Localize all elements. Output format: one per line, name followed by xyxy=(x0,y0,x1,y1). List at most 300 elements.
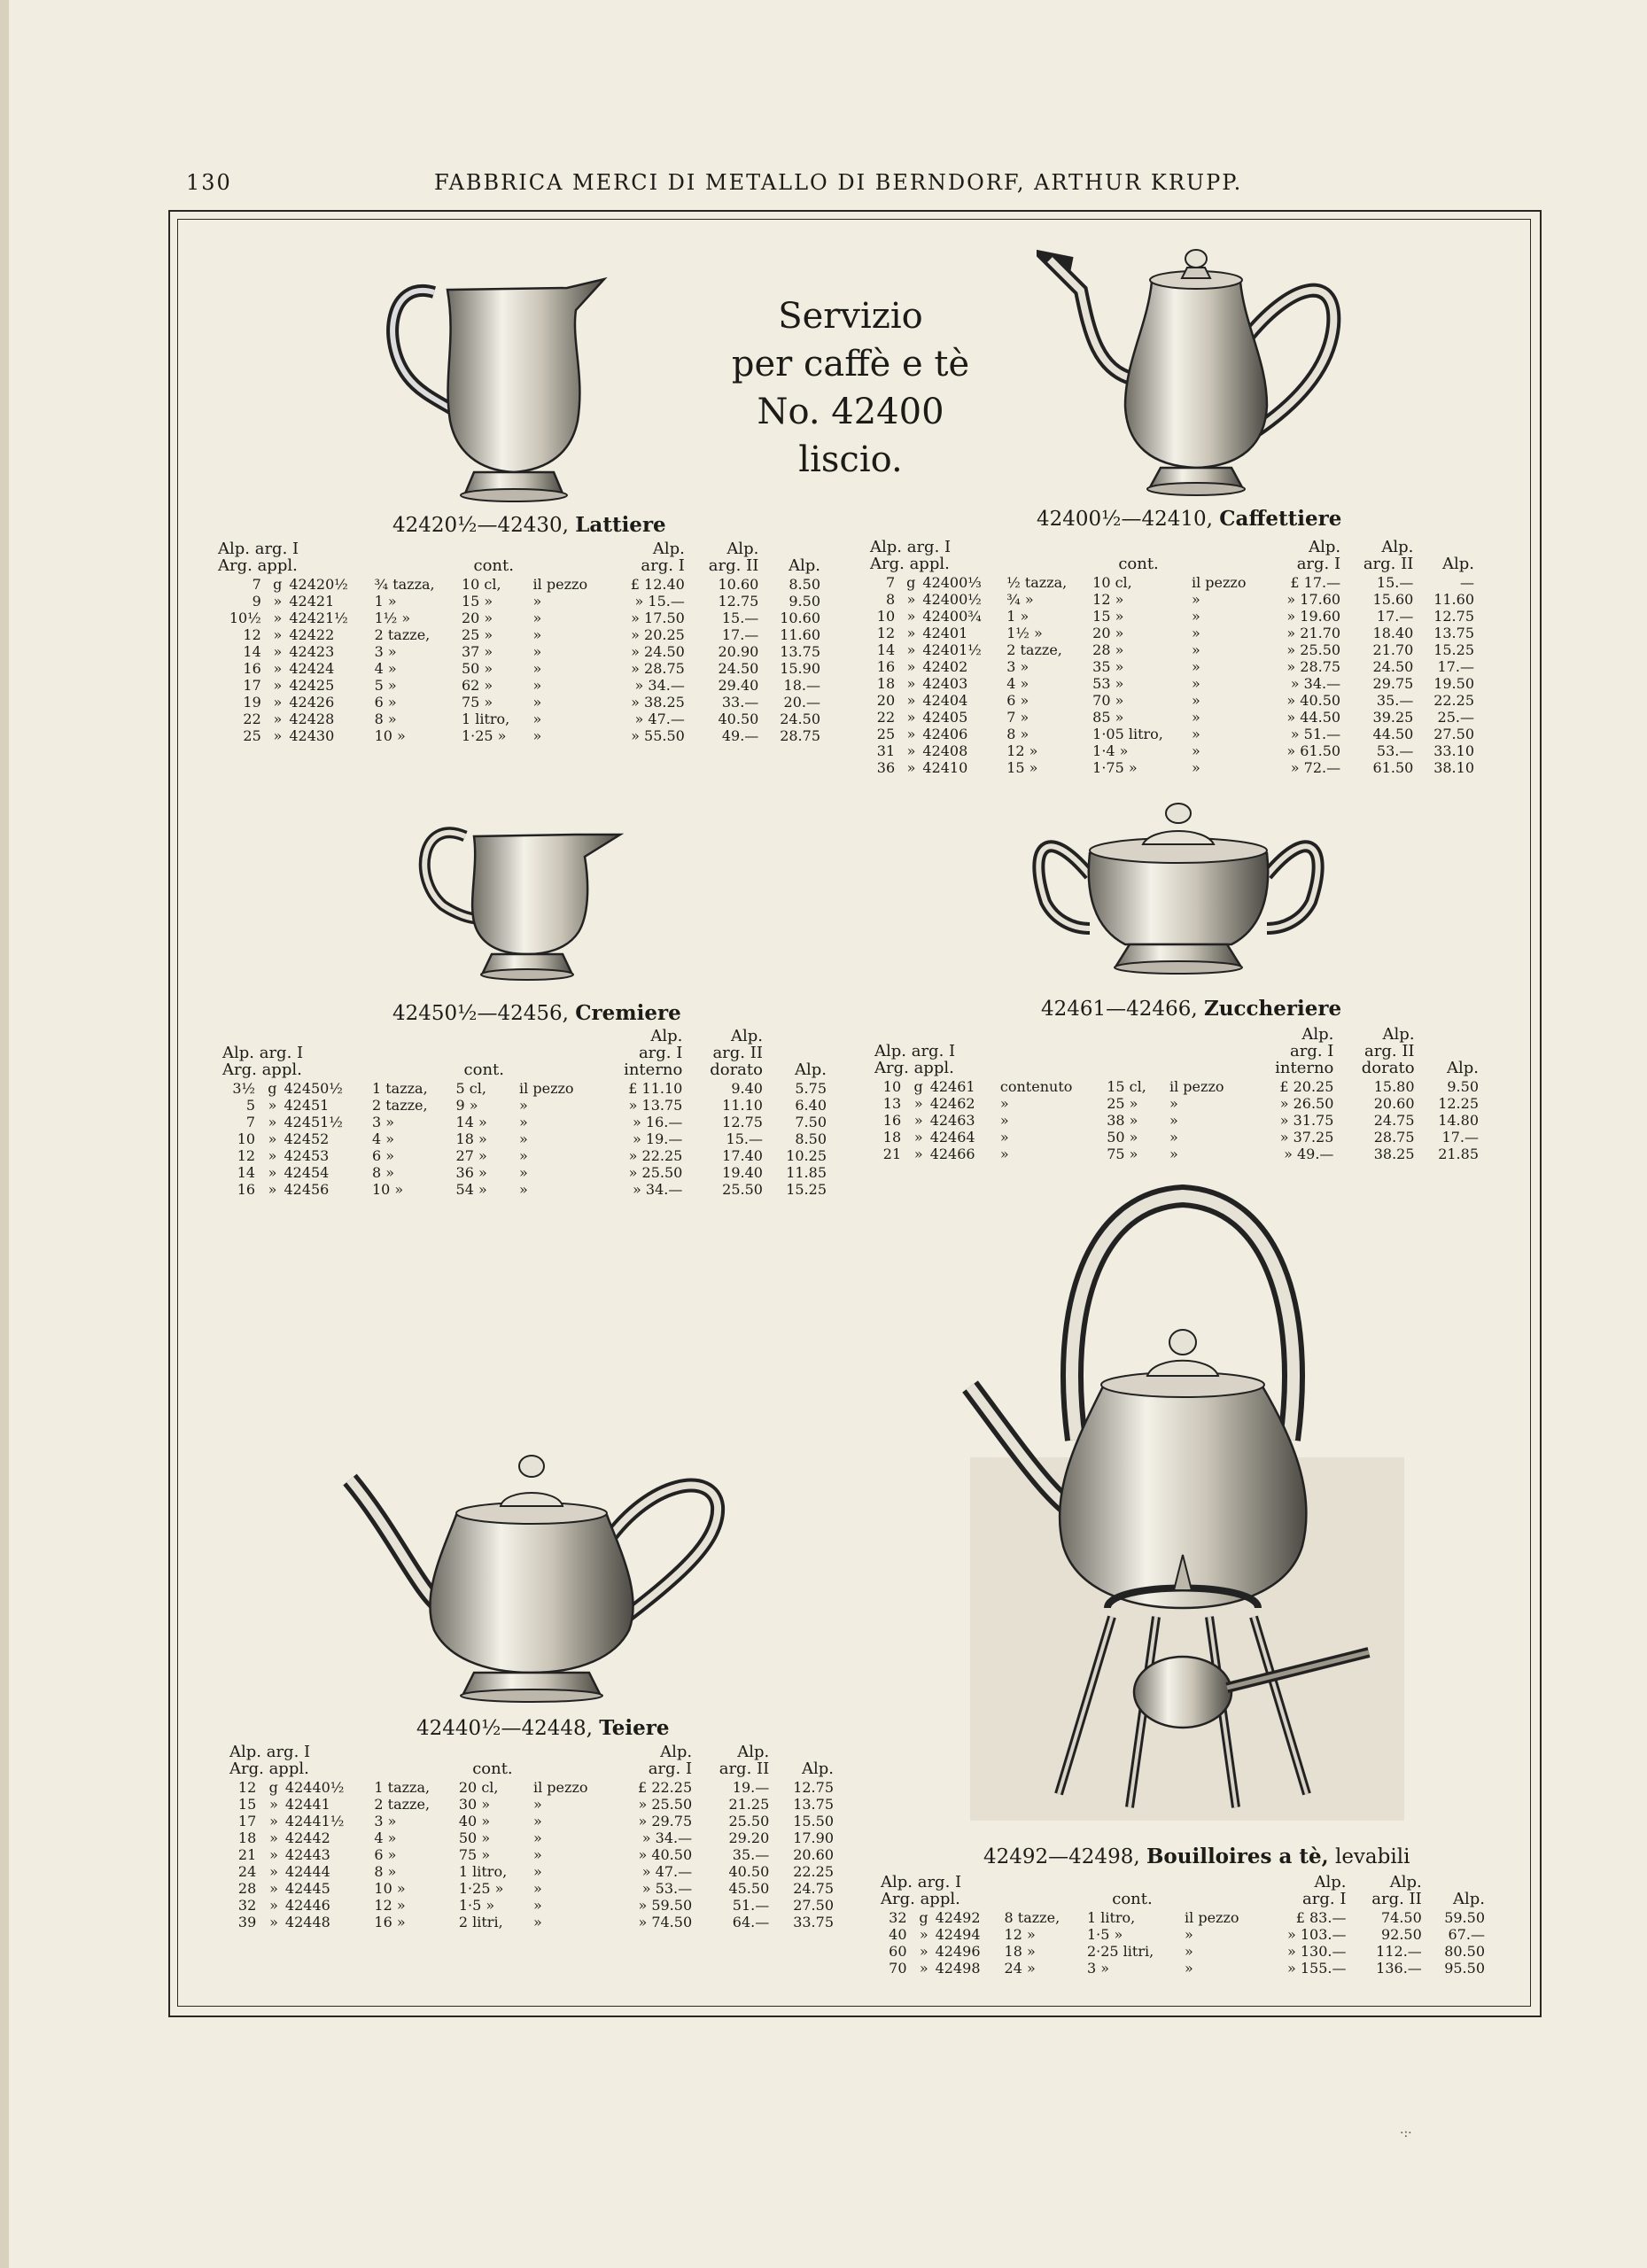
table-cell: 33.— xyxy=(721,694,759,711)
service-title xyxy=(700,292,1001,484)
table-cell: 1 » xyxy=(374,593,397,610)
table-cell: » xyxy=(268,1147,277,1164)
table-cell: 40.50 xyxy=(728,1863,770,1880)
table-cell: » xyxy=(532,1897,542,1914)
column-header xyxy=(1181,1874,1262,1909)
table-cell: 42443 xyxy=(284,1846,330,1863)
table-cell: 13.75 xyxy=(780,643,820,660)
table-cell: 10 cl, xyxy=(1092,574,1132,591)
table-cell: » 16.— xyxy=(633,1114,683,1130)
table-cell: 12.75 xyxy=(722,1114,763,1130)
table-cell: 6 » xyxy=(1006,692,1029,709)
table-cell: 42492 xyxy=(935,1909,981,1926)
table-cell: 21 xyxy=(882,1146,902,1162)
table-cell: 15 » xyxy=(461,593,493,610)
table-cell: 40.50 xyxy=(718,711,759,727)
table-cell: 1 » xyxy=(1006,608,1029,625)
table-cell: — xyxy=(1460,574,1474,591)
table-cell: 25 xyxy=(876,726,896,742)
table-cell: 1·05 litro, xyxy=(1092,726,1163,742)
column-header: Alp. arg. I xyxy=(641,540,685,575)
table-cell: » xyxy=(268,1130,277,1147)
table-cell: » xyxy=(999,1146,1009,1162)
caption-lattiere xyxy=(392,513,666,537)
table-cell: il pezzo xyxy=(1185,1909,1239,1926)
table-cell: » xyxy=(532,1796,542,1813)
table-cell: ¾ tazza, xyxy=(374,576,435,593)
column-header xyxy=(371,540,458,576)
table-cell: » xyxy=(273,626,283,643)
table-cell: 29.75 xyxy=(1372,675,1414,692)
table-cell: » xyxy=(532,643,542,660)
table-cell: 19.50 xyxy=(1433,675,1474,692)
table-cell: 20.60 xyxy=(793,1846,834,1863)
column-header: cont. xyxy=(1112,1890,1153,1908)
table-cell: » 31.75 xyxy=(1279,1112,1334,1129)
table-cell: 12 xyxy=(237,1779,257,1796)
table-cell: 42402 xyxy=(922,658,968,675)
table-row xyxy=(226,1880,837,1897)
table-row xyxy=(866,742,1478,759)
table-row xyxy=(214,677,824,694)
table-header-row xyxy=(219,1028,830,1080)
table-cell: 6 » xyxy=(374,1846,397,1863)
table-cell: 42463 xyxy=(929,1112,975,1129)
table-cell: » xyxy=(532,660,542,677)
table-cell: 12 » xyxy=(374,1897,406,1914)
table-cell: 6.40 xyxy=(795,1097,827,1114)
column-header: Alp. arg. I Arg. appl. xyxy=(870,538,952,573)
column-header: Alp. arg. II xyxy=(1363,538,1414,573)
table-cell: » xyxy=(1169,1129,1178,1146)
table-cell: 21.70 xyxy=(1372,641,1414,658)
table-cell: 17 xyxy=(237,1813,257,1829)
table-cell: 42422 xyxy=(289,626,335,643)
table-cell: 28 » xyxy=(1092,641,1124,658)
table-cell: £ 83.— xyxy=(1295,1909,1347,1926)
table-row xyxy=(214,694,824,711)
table-cell: 39.25 xyxy=(1372,709,1414,726)
table-cell: 4 » xyxy=(374,660,397,677)
table-cell: 8 xyxy=(885,591,896,608)
table-cell: 1½ » xyxy=(1006,625,1043,641)
table-cell: 39 xyxy=(237,1914,257,1930)
table-cell: » 44.50 xyxy=(1286,709,1341,726)
column-header: Alp. xyxy=(1442,555,1474,573)
table-cell: » 130.— xyxy=(1286,1943,1347,1960)
table-row xyxy=(877,1960,1488,1977)
table-cell: 3 » xyxy=(1006,658,1029,675)
table-cell: » xyxy=(532,593,542,610)
table-cell: 11.10 xyxy=(722,1097,763,1114)
table-cell: 42451 xyxy=(284,1097,330,1114)
table-cell: 62 » xyxy=(461,677,493,694)
table-cell: £ 20.25 xyxy=(1279,1078,1334,1095)
table-cell: 12.25 xyxy=(1438,1095,1479,1112)
column-header: cont. xyxy=(473,556,514,575)
table-cell: 29.20 xyxy=(728,1829,770,1846)
table-cell: » xyxy=(532,610,542,626)
running-header xyxy=(186,170,1267,206)
table-cell: ½ tazza, xyxy=(1006,574,1068,591)
table-cell: » xyxy=(268,1164,277,1181)
table-cell: » xyxy=(913,1095,923,1112)
table-cell: » xyxy=(532,626,542,643)
table-cell: 42440½ xyxy=(284,1779,345,1796)
table-cell: 8.50 xyxy=(789,576,820,593)
table-cell: 27 » xyxy=(455,1147,487,1164)
table-cell: 70 » xyxy=(1092,692,1124,709)
table-cell: » xyxy=(273,660,283,677)
table-cell: » xyxy=(519,1181,528,1198)
table-cell: 42461 xyxy=(929,1078,975,1095)
table-cell: » xyxy=(532,1846,542,1863)
table-cell: 40 xyxy=(889,1926,907,1943)
table-row xyxy=(877,1926,1488,1943)
caption-caffettiere xyxy=(1037,507,1341,531)
table-cell: 2 litri, xyxy=(458,1914,503,1930)
table-cell: 11.60 xyxy=(780,626,820,643)
table-cell: 19 xyxy=(243,694,261,711)
table-cell: » xyxy=(1191,709,1200,726)
caption-number: 42420½—42430, xyxy=(392,514,569,537)
table-cell: » 29.75 xyxy=(638,1813,693,1829)
table-cell: 24.50 xyxy=(780,711,820,727)
table-cell: 42426 xyxy=(289,694,335,711)
table-cell: » 40.50 xyxy=(638,1846,693,1863)
table-cell: 25.50 xyxy=(722,1181,763,1198)
table-cell: g xyxy=(268,1080,277,1097)
table-zuccheriere xyxy=(871,1026,1482,1162)
table-cell: 15 » xyxy=(1092,608,1124,625)
table-cell: » xyxy=(269,1796,278,1813)
table-cell: » 13.75 xyxy=(628,1097,683,1114)
table-cell: 42498 xyxy=(935,1960,981,1977)
table-cell: g xyxy=(268,1779,278,1796)
milk-jug-icon xyxy=(372,261,629,509)
table-cell: 3½ xyxy=(232,1080,256,1097)
caption-name: Cremiere xyxy=(575,1001,681,1025)
table-cell: » 34.— xyxy=(634,677,685,694)
table-cell: » xyxy=(999,1095,1009,1112)
table-cell: 20.— xyxy=(783,694,820,711)
caption-name: Caffettiere xyxy=(1219,507,1342,531)
table-cell: 4 » xyxy=(1006,675,1029,692)
table-cell: 2 tazze, xyxy=(374,1796,431,1813)
table-cell: contenuto xyxy=(999,1078,1073,1095)
table-cell: 42400⅓ xyxy=(922,574,982,591)
column-header: cont. xyxy=(1118,555,1159,573)
table-cell: » 22.25 xyxy=(628,1147,683,1164)
table-cell: 8 » xyxy=(1006,726,1029,742)
table-cell: 85 » xyxy=(1092,709,1124,726)
table-cell: » xyxy=(532,1880,542,1897)
table-cell: » xyxy=(1169,1095,1178,1112)
table-cell: 17 xyxy=(243,677,261,694)
table-row xyxy=(866,591,1478,608)
table-cell: 22.25 xyxy=(793,1863,834,1880)
table-cell: il pezzo xyxy=(532,576,588,593)
service-title-line: Servizio xyxy=(778,296,923,337)
table-cell: 15 xyxy=(237,1796,257,1813)
teapot-icon xyxy=(341,1444,731,1705)
table-row xyxy=(866,608,1478,625)
table-row xyxy=(219,1097,830,1114)
table-cell: 7 » xyxy=(1006,709,1029,726)
table-cell: 10.60 xyxy=(780,610,820,626)
table-cell: 19.40 xyxy=(722,1164,763,1181)
table-cell: 9 xyxy=(252,593,261,610)
table-cell: 2 tazze, xyxy=(374,626,431,643)
table-row xyxy=(219,1130,830,1147)
table-cell: 12 » xyxy=(1004,1926,1036,1943)
table-cell: 16 » xyxy=(374,1914,406,1930)
table-cell: 6 » xyxy=(371,1147,395,1164)
table-cell: » xyxy=(532,1863,542,1880)
table-cell: 15.— xyxy=(726,1130,763,1147)
table-row xyxy=(871,1095,1482,1112)
table-cell: 8.50 xyxy=(795,1130,827,1147)
table-cell: 1 tazza, xyxy=(374,1779,431,1796)
table-cell: 5 cl, xyxy=(455,1080,486,1097)
table-cell: » 21.70 xyxy=(1286,625,1341,641)
table-cell: 21 xyxy=(237,1846,257,1863)
table-cell: » xyxy=(919,1926,928,1943)
table-cell: 35 » xyxy=(1092,658,1124,675)
table-cell: 12 xyxy=(243,626,261,643)
table-cell: il pezzo xyxy=(1169,1078,1224,1095)
table-cell: 28 xyxy=(237,1880,257,1897)
caption-number: 42450½—42456, xyxy=(392,1002,569,1025)
table-cell: 42450½ xyxy=(284,1080,343,1097)
table-cell: » xyxy=(906,591,916,608)
service-title-line: liscio. xyxy=(798,439,903,480)
table-cell: 50 » xyxy=(1107,1129,1138,1146)
caption-number: 42492—42498, xyxy=(983,1845,1140,1868)
table-cell: ¾ » xyxy=(1006,591,1034,608)
table-cell: 42444 xyxy=(284,1863,330,1880)
table-cell: 42410 xyxy=(922,759,968,776)
column-header: Alp. arg. I interno xyxy=(624,1027,683,1079)
table-cell: » xyxy=(532,727,542,744)
table-cell: 10 » xyxy=(371,1181,404,1198)
table-cell: 9 » xyxy=(455,1097,478,1114)
table-cell: 16 xyxy=(882,1112,902,1129)
table-cell: 42406 xyxy=(922,726,968,742)
table-cell: » xyxy=(268,1181,277,1198)
table-cell: 18.— xyxy=(783,677,820,694)
table-cell: 7 xyxy=(245,1114,256,1130)
table-cell: 31 xyxy=(876,742,896,759)
table-cell: 24 xyxy=(237,1863,257,1880)
table-lattiere xyxy=(214,540,824,744)
table-cell: » xyxy=(1169,1146,1178,1162)
table-cell: » 47.— xyxy=(634,711,685,727)
table-cell: 17.— xyxy=(721,626,759,643)
table-cell: 5.75 xyxy=(795,1080,827,1097)
table-cell: » 49.— xyxy=(1284,1146,1334,1162)
table-cell: 112.— xyxy=(1376,1943,1422,1960)
table-cell: » xyxy=(273,643,283,660)
table-cell: » xyxy=(532,1914,542,1930)
table-cell: 8 tazze, xyxy=(1004,1909,1060,1926)
table-cell: » xyxy=(532,694,542,711)
table-cell: » xyxy=(919,1943,928,1960)
table-row xyxy=(226,1813,837,1829)
table-cell: » 37.25 xyxy=(1279,1129,1334,1146)
table-row xyxy=(219,1114,830,1130)
table-cell: 35.— xyxy=(1376,692,1414,709)
table-cell: » xyxy=(532,1829,542,1846)
table-cell: 75 » xyxy=(461,694,493,711)
caption-number: 42440½—42448, xyxy=(416,1717,593,1740)
table-cell: 25 » xyxy=(461,626,493,643)
table-cell: 18 xyxy=(237,1829,257,1846)
table-cell: 49.— xyxy=(721,727,759,744)
table-cell: 53.— xyxy=(1376,742,1414,759)
table-cell: 50 » xyxy=(458,1829,491,1846)
table-cell: 42494 xyxy=(935,1926,981,1943)
column-header xyxy=(370,1744,454,1779)
table-cell: 37 » xyxy=(461,643,493,660)
table-cell: 42445 xyxy=(284,1880,330,1897)
table-cell: » 28.75 xyxy=(1286,658,1341,675)
table-cell: 42401½ xyxy=(922,641,982,658)
table-cell: » 19.60 xyxy=(1286,608,1341,625)
table-cell: 42451½ xyxy=(284,1114,343,1130)
table-cell: 4 » xyxy=(371,1130,395,1147)
table-cell: » xyxy=(1191,641,1200,658)
service-title-line: No. 42400 xyxy=(757,392,944,432)
table-header-row xyxy=(877,1874,1488,1909)
table-cell: » xyxy=(532,1813,542,1829)
table-cell: 1·75 » xyxy=(1092,759,1138,776)
table-cell: 10½ xyxy=(229,610,261,626)
column-header: Alp. xyxy=(795,1060,827,1079)
table-cell: » 34.— xyxy=(1290,675,1341,692)
table-cell: » xyxy=(273,677,283,694)
table-cell: » 26.50 xyxy=(1279,1095,1334,1112)
table-cell: 36 xyxy=(876,759,896,776)
table-cell: » 155.— xyxy=(1286,1960,1347,1977)
table-cell: 7 xyxy=(885,574,896,591)
column-header xyxy=(530,1744,613,1779)
table-cell: 7 xyxy=(252,576,261,593)
column-header xyxy=(1103,1026,1166,1078)
table-cell: » 17.50 xyxy=(631,610,685,626)
table-cell: 14 » xyxy=(455,1114,487,1130)
table-cell: 42446 xyxy=(284,1897,330,1914)
table-cell: 12 » xyxy=(1092,591,1124,608)
table-cell: 42430 xyxy=(289,727,335,744)
table-cell: 42425 xyxy=(289,677,335,694)
table-row xyxy=(219,1147,830,1164)
table-cell: » 19.— xyxy=(633,1130,683,1147)
table-cell: 11.85 xyxy=(786,1164,827,1181)
table-cell: » 40.50 xyxy=(1286,692,1341,709)
table-cell: £ 11.10 xyxy=(628,1080,683,1097)
table-cell: 42421 xyxy=(289,593,335,610)
table-cell: 14 xyxy=(243,643,261,660)
table-cell: 44.50 xyxy=(1372,726,1414,742)
table-cell: » 15.— xyxy=(634,593,685,610)
table-cell: 19.— xyxy=(732,1779,770,1796)
table-row xyxy=(214,643,824,660)
table-row xyxy=(877,1909,1488,1926)
column-header: Alp. arg. II xyxy=(708,540,759,575)
table-cell: » xyxy=(1185,1943,1193,1960)
table-cell: 50 » xyxy=(461,660,493,677)
table-cell: 12 xyxy=(237,1147,256,1164)
caption-zuccheriere xyxy=(1041,997,1341,1021)
table-cell: 6 » xyxy=(374,694,397,711)
page-edge xyxy=(0,0,9,2268)
table-cell: 74.50 xyxy=(1380,1909,1422,1926)
table-cell: » 25.50 xyxy=(1286,641,1341,658)
table-cell: 45.50 xyxy=(728,1880,770,1897)
page-number: 130 xyxy=(186,170,232,195)
table-cell: » xyxy=(1185,1960,1193,1977)
table-cell: » 25.50 xyxy=(628,1164,683,1181)
table-cell: » 28.75 xyxy=(631,660,685,677)
column-header: cont. xyxy=(472,1759,513,1778)
table-cell: 24.50 xyxy=(718,660,759,677)
table-cell: 51.— xyxy=(732,1897,770,1914)
table-cell: 42464 xyxy=(929,1129,975,1146)
table-header-row xyxy=(871,1026,1482,1078)
table-cell: 32 xyxy=(889,1909,907,1926)
table-cell: 16 xyxy=(876,658,896,675)
table-cell: 22 xyxy=(243,711,261,727)
table-row xyxy=(866,726,1478,742)
table-row xyxy=(226,1914,837,1930)
table-cell: 36 » xyxy=(455,1164,487,1181)
table-cell: 1·25 » xyxy=(461,727,507,744)
table-row xyxy=(214,727,824,744)
header-title: FABBRICA MERCI DI METALLO DI BERNDORF, ARTHUR KRUPP. xyxy=(434,170,1243,195)
table-cell: 1½ » xyxy=(374,610,411,626)
table-cell: » xyxy=(913,1146,923,1162)
table-cell: 17.— xyxy=(1441,1129,1479,1146)
table-cell: » xyxy=(273,694,283,711)
column-header: Alp. arg. I xyxy=(648,1743,693,1778)
table-cell: » xyxy=(1191,658,1200,675)
table-cell: 15.80 xyxy=(1373,1078,1415,1095)
caption-bouilloires xyxy=(983,1845,1410,1868)
table-cell: » 51.— xyxy=(1290,726,1341,742)
table-cell: 5 xyxy=(245,1097,256,1114)
table-cell: 42401 xyxy=(922,625,968,641)
table-cell: » xyxy=(1191,608,1200,625)
table-cell: 42420½ xyxy=(289,576,348,593)
table-cell: 15.50 xyxy=(793,1813,834,1829)
table-cell: 20 cl, xyxy=(458,1779,499,1796)
table-cell: » 20.25 xyxy=(631,626,685,643)
column-header: Alp. arg. I Arg. appl. xyxy=(222,1044,304,1079)
table-cell: » xyxy=(906,658,916,675)
table-cell: g xyxy=(913,1078,923,1095)
table-cell: 95.50 xyxy=(1444,1960,1485,1977)
table-cell: 42452 xyxy=(284,1130,330,1147)
table-cell: 12 xyxy=(876,625,896,641)
table-cell: » 17.60 xyxy=(1286,591,1341,608)
table-cell: 75 » xyxy=(1107,1146,1138,1162)
table-cell: 59.50 xyxy=(1444,1909,1485,1926)
table-cell: 13.75 xyxy=(793,1796,834,1813)
table-cell: 10.25 xyxy=(786,1147,827,1164)
table-cell: 42462 xyxy=(929,1095,975,1112)
table-cell: 7.50 xyxy=(795,1114,827,1130)
